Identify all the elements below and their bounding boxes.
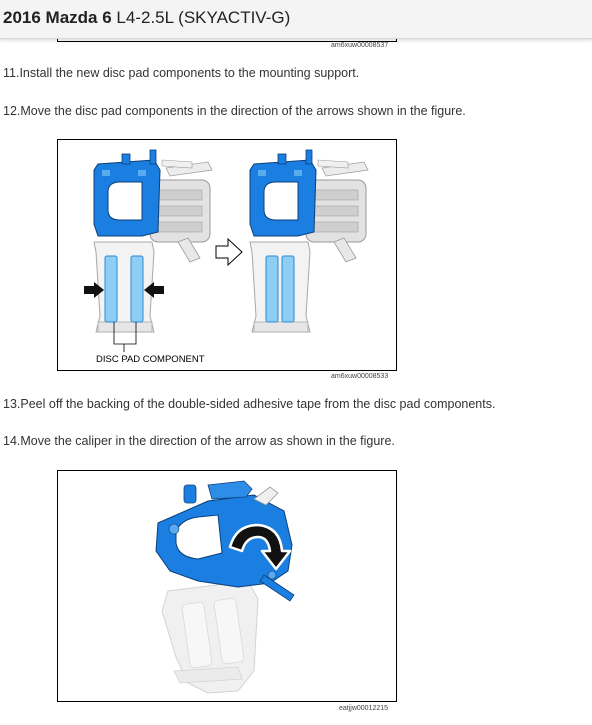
figure-caliper-move <box>57 470 397 702</box>
figure-disc-pad-illustration <box>58 140 398 372</box>
page-title <box>3 8 290 28</box>
figure-disc-pad-move <box>57 139 397 371</box>
step-14: 14.Move the caliper in the direction of the arrow as shown in the figure. <box>3 434 395 448</box>
figure-2-code: eatjjw00012215 <box>339 705 389 712</box>
step-12: 12.Move the disc pad components in the direction of the arrows shown in the figure. <box>3 104 466 118</box>
page-header <box>0 0 592 39</box>
title-engine: L4-2.5L (SKYACTIV-G) <box>116 8 291 27</box>
previous-figure-code: am6xuw00008537 <box>331 42 389 49</box>
figure-caliper-illustration <box>58 471 398 703</box>
step-13: 13.Peel off the backing of the double-sided adhesive tape from the disc pad components. <box>3 397 496 411</box>
title-vehicle: 2016 Mazda 6 <box>3 8 112 27</box>
disc-pad-component-callout: DISC PAD COMPONENT <box>96 354 205 365</box>
step-11: 11.Install the new disc pad components to the mounting support. <box>3 66 360 80</box>
figure-1-code: am6xuw00008533 <box>331 373 389 380</box>
